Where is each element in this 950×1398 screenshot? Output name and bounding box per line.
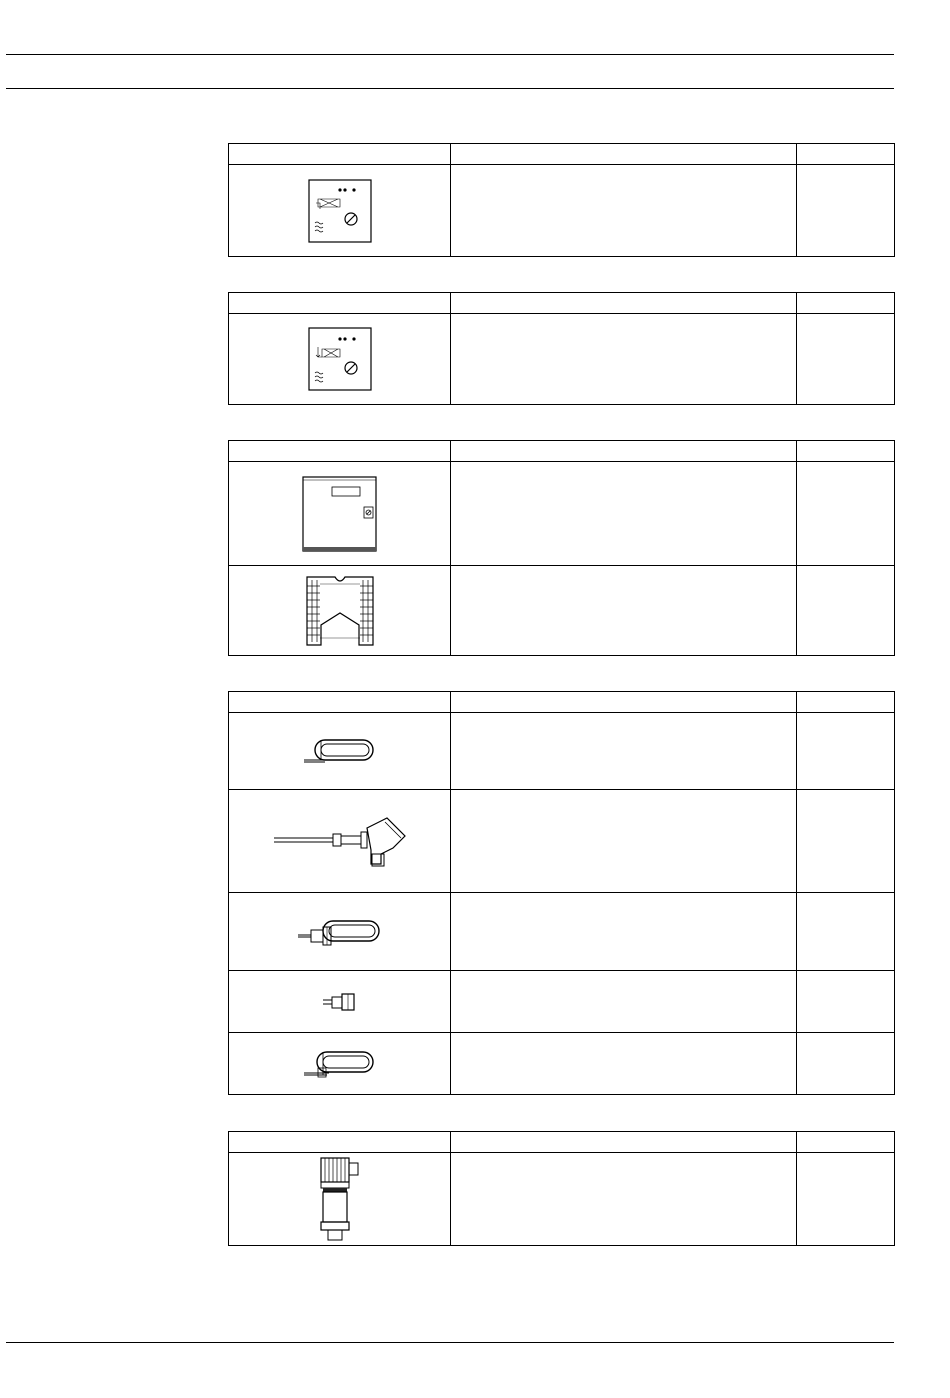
header-cell-order-no [797,441,895,462]
clip-sensor-flat-cable-icon [303,1049,377,1079]
picture-cell [229,1153,451,1246]
header-rule [6,88,894,89]
pressure-transmitter-icon [315,1156,365,1242]
description-cell [451,713,797,790]
order-number-cell [797,713,895,790]
top-rule [6,54,894,55]
header-cell-picture [229,293,451,314]
picture-cell [229,893,451,971]
accessory-table-5 [228,1131,895,1246]
header-cell-description [451,144,797,165]
description-cell [451,462,797,566]
table-row [229,165,895,257]
accessory-table-3 [228,440,895,656]
table-row [229,790,895,893]
description-cell [451,790,797,893]
accessory-table-1 [228,143,895,257]
order-number-cell [797,462,895,566]
header-cell-picture [229,1132,451,1153]
picture-cell [229,1033,451,1095]
control-unit-icon [308,327,372,391]
description-cell [451,1153,797,1246]
order-number-cell [797,893,895,971]
picture-cell [229,566,451,656]
picture-cell [229,462,451,566]
accessory-table-2 [228,292,895,405]
description-cell [451,893,797,971]
header-cell-picture [229,441,451,462]
header-cell-description [451,692,797,713]
accessory-table-4 [228,691,895,1095]
description-cell [451,971,797,1033]
description-cell [451,165,797,257]
order-number-cell [797,790,895,893]
table-row [229,893,895,971]
picture-cell [229,314,451,405]
table-row [229,1153,895,1246]
enclosure-box-icon [302,476,378,552]
order-number-cell [797,1153,895,1246]
threaded-fitting-icon [322,992,358,1012]
description-cell [451,1033,797,1095]
table-header-row [229,1132,895,1153]
table-row [229,314,895,405]
header-cell-order-no [797,692,895,713]
picture-cell [229,790,451,893]
table-header-row [229,441,895,462]
picture-cell [229,971,451,1033]
header-cell-picture [229,144,451,165]
description-cell [451,566,797,656]
order-number-cell [797,314,895,405]
table-row [229,462,895,566]
order-number-cell [797,165,895,257]
header-cell-order-no [797,1132,895,1153]
header-cell-order-no [797,144,895,165]
header-cell-order-no [797,293,895,314]
header-cell-description [451,1132,797,1153]
header-cell-description [451,293,797,314]
threaded-clip-sensor-icon [297,918,383,946]
header-cell-description [451,441,797,462]
header-cell-picture [229,692,451,713]
table-header-row [229,293,895,314]
control-unit-icon [308,179,372,243]
table-header-row [229,692,895,713]
picture-cell [229,713,451,790]
order-number-cell [797,566,895,656]
table-header-row [229,144,895,165]
table-row [229,1033,895,1095]
order-number-cell [797,1033,895,1095]
footer-rule [6,1342,894,1343]
terminal-block-icon [306,576,374,646]
order-number-cell [797,971,895,1033]
clamp-sensor-icon [303,736,377,766]
description-cell [451,314,797,405]
table-row [229,713,895,790]
table-row [229,971,895,1033]
picture-cell [229,165,451,257]
immersion-sensor-icon [273,814,407,868]
table-row [229,566,895,656]
